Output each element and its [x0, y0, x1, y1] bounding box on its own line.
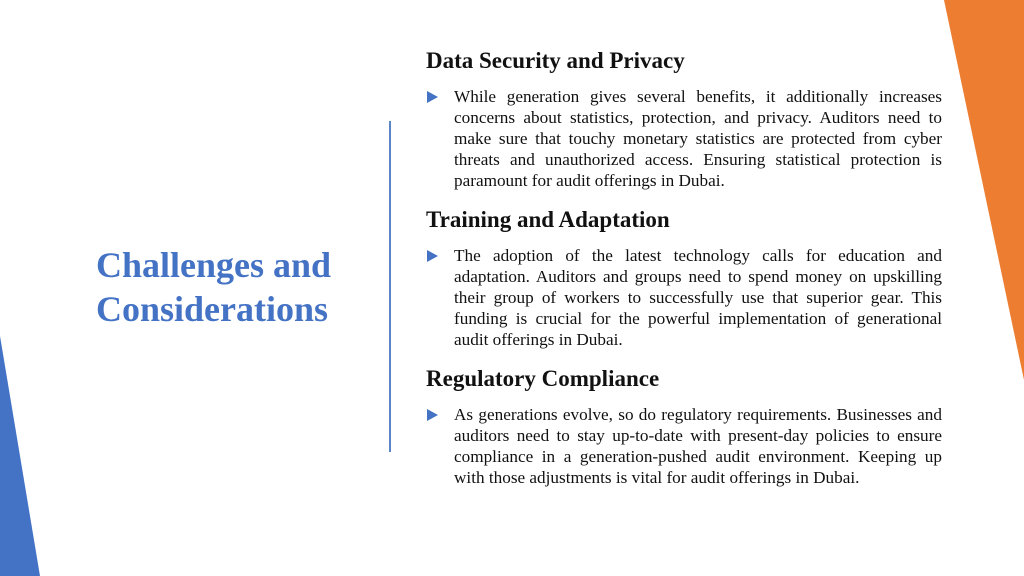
- section-training: [426, 205, 942, 350]
- bullet-item: [426, 404, 942, 488]
- section-heading: Regulatory Compliance: [426, 366, 660, 391]
- bullet-text: The adoption of the latest technology calls for education and adaptation. Auditors and groups need to spend money on upskilling their group of workers to successfully use that superior gear. This funding is crucial for the powerful implementation of generational audit offerings in Dubai.: [454, 246, 942, 349]
- section-data-security: [426, 46, 942, 191]
- section-regulatory: [426, 364, 942, 488]
- triangle-bullet-icon: [426, 245, 454, 266]
- vertical-divider: [389, 121, 391, 452]
- bullet-item: [426, 245, 942, 350]
- triangle-bullet-icon: [426, 86, 454, 107]
- blue-corner-accent: [0, 336, 40, 576]
- bullet-text: While generation gives several benefits, it additionally increases concerns about statistics, protection, and privacy. Auditors need to make sure that touchy monetary statistics are protected from cyber threats and unauthorized access. Ensuring statistical protection is paramount for audit offerings in Dubai.: [454, 87, 942, 190]
- slide-title-line-2: Considerations: [96, 289, 329, 329]
- slide-title: [96, 243, 386, 331]
- bullet-text: As generations evolve, so do regulatory requirements. Businesses and auditors need to stay up-to-date with present-day policies to ensure compliance in a generation-pushed audit environment. Keeping up with those adjustments is vital for audit offerings in Dubai.: [454, 405, 942, 487]
- triangle-bullet-icon: [426, 404, 454, 425]
- section-heading: Training and Adaptation: [426, 207, 670, 232]
- slide-title-line-1: Challenges and: [96, 245, 332, 285]
- section-heading: Data Security and Privacy: [426, 48, 685, 73]
- content-column: [426, 46, 942, 488]
- orange-corner-accent: [944, 0, 1024, 400]
- bullet-item: [426, 86, 942, 191]
